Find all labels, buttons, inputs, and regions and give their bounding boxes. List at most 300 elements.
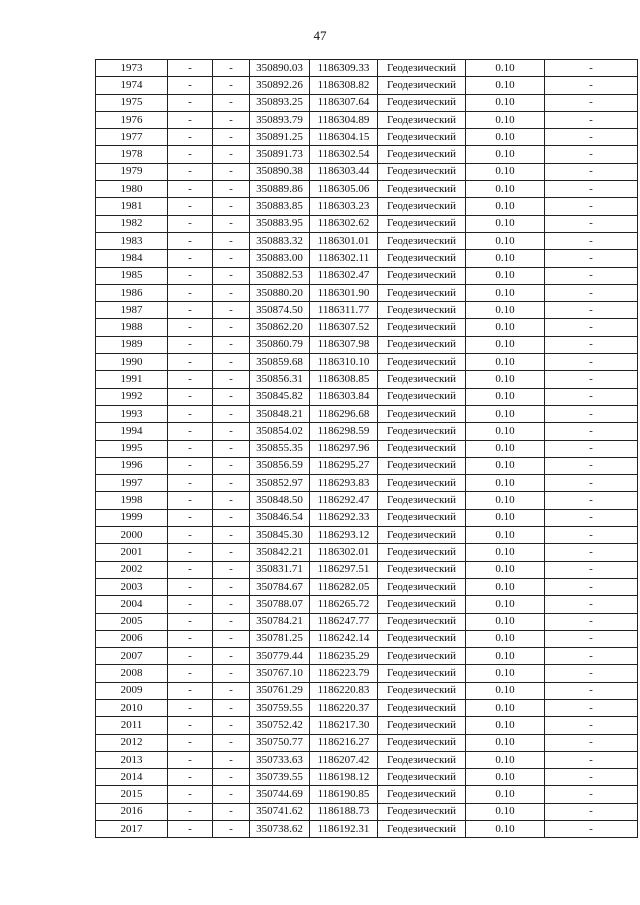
method-cell: Геодезический [378,665,466,682]
precision-cell: 0.10 [466,111,545,128]
point-number-cell: 2006 [96,630,168,647]
dash-cell: - [213,198,250,215]
y-coordinate-cell: 1186297.51 [310,561,378,578]
x-coordinate-cell: 350845.30 [250,527,310,544]
x-coordinate-cell: 350854.02 [250,423,310,440]
description-cell: - [545,94,638,111]
point-number-cell: 1980 [96,181,168,198]
description-cell: - [545,699,638,716]
description-cell: - [545,129,638,146]
dash-cell: - [168,388,213,405]
dash-cell: - [213,215,250,232]
y-coordinate-cell: 1186308.85 [310,371,378,388]
method-cell: Геодезический [378,284,466,301]
method-cell: Геодезический [378,630,466,647]
x-coordinate-cell: 350788.07 [250,596,310,613]
y-coordinate-cell: 1186304.89 [310,111,378,128]
description-cell: - [545,302,638,319]
x-coordinate-cell: 350891.25 [250,129,310,146]
point-number-cell: 2013 [96,751,168,768]
dash-cell: - [168,786,213,803]
x-coordinate-cell: 350784.21 [250,613,310,630]
x-coordinate-cell: 350759.55 [250,699,310,716]
method-cell: Геодезический [378,60,466,77]
description-cell: - [545,544,638,561]
description-cell: - [545,803,638,820]
table-row [96,734,638,751]
dash-cell: - [213,717,250,734]
table-row [96,77,638,94]
y-coordinate-cell: 1186304.15 [310,129,378,146]
dash-cell: - [213,769,250,786]
description-cell: - [545,527,638,544]
point-number-cell: 1996 [96,457,168,474]
precision-cell: 0.10 [466,578,545,595]
table-row [96,129,638,146]
table-row [96,578,638,595]
y-coordinate-cell: 1186247.77 [310,613,378,630]
x-coordinate-cell: 350883.85 [250,198,310,215]
point-number-cell: 1976 [96,111,168,128]
dash-cell: - [213,319,250,336]
table-row [96,561,638,578]
description-cell: - [545,578,638,595]
dash-cell: - [213,751,250,768]
table-row [96,648,638,665]
dash-cell: - [213,492,250,509]
point-number-cell: 2002 [96,561,168,578]
precision-cell: 0.10 [466,250,545,267]
table-row [96,492,638,509]
page-number: 47 [313,28,327,43]
table-row [96,665,638,682]
dash-cell: - [213,94,250,111]
y-coordinate-cell: 1186292.47 [310,492,378,509]
table-row [96,699,638,716]
method-cell: Геодезический [378,371,466,388]
dash-cell: - [213,336,250,353]
precision-cell: 0.10 [466,613,545,630]
dash-cell: - [168,302,213,319]
dash-cell: - [168,527,213,544]
description-cell: - [545,751,638,768]
precision-cell: 0.10 [466,181,545,198]
precision-cell: 0.10 [466,803,545,820]
point-number-cell: 1995 [96,440,168,457]
y-coordinate-cell: 1186188.73 [310,803,378,820]
dash-cell: - [213,561,250,578]
x-coordinate-cell: 350856.31 [250,371,310,388]
dash-cell: - [213,613,250,630]
dash-cell: - [213,440,250,457]
dash-cell: - [168,769,213,786]
method-cell: Геодезический [378,111,466,128]
point-number-cell: 1984 [96,250,168,267]
point-number-cell: 1989 [96,336,168,353]
point-number-cell: 1998 [96,492,168,509]
precision-cell: 0.10 [466,60,545,77]
precision-cell: 0.10 [466,129,545,146]
method-cell: Геодезический [378,648,466,665]
description-cell: - [545,596,638,613]
method-cell: Геодезический [378,769,466,786]
method-cell: Геодезический [378,77,466,94]
y-coordinate-cell: 1186309.33 [310,60,378,77]
point-number-cell: 1977 [96,129,168,146]
method-cell: Геодезический [378,509,466,526]
dash-cell: - [213,181,250,198]
y-coordinate-cell: 1186310.10 [310,354,378,371]
x-coordinate-cell: 350761.29 [250,682,310,699]
y-coordinate-cell: 1186307.64 [310,94,378,111]
x-coordinate-cell: 350892.26 [250,77,310,94]
precision-cell: 0.10 [466,198,545,215]
precision-cell: 0.10 [466,232,545,249]
table-row [96,457,638,474]
y-coordinate-cell: 1186216.27 [310,734,378,751]
dash-cell: - [213,146,250,163]
x-coordinate-cell: 350883.32 [250,232,310,249]
method-cell: Геодезический [378,423,466,440]
dash-cell: - [213,284,250,301]
precision-cell: 0.10 [466,769,545,786]
dash-cell: - [168,371,213,388]
point-number-cell: 2015 [96,786,168,803]
precision-cell: 0.10 [466,94,545,111]
description-cell: - [545,250,638,267]
y-coordinate-cell: 1186303.84 [310,388,378,405]
method-cell: Геодезический [378,163,466,180]
method-cell: Геодезический [378,682,466,699]
precision-cell: 0.10 [466,440,545,457]
dash-cell: - [213,354,250,371]
method-cell: Геодезический [378,492,466,509]
method-cell: Геодезический [378,215,466,232]
point-number-cell: 2011 [96,717,168,734]
y-coordinate-cell: 1186305.06 [310,181,378,198]
y-coordinate-cell: 1186293.12 [310,527,378,544]
precision-cell: 0.10 [466,319,545,336]
point-number-cell: 1987 [96,302,168,319]
dash-cell: - [168,734,213,751]
description-cell: - [545,665,638,682]
dash-cell: - [213,630,250,647]
point-number-cell: 1981 [96,198,168,215]
x-coordinate-cell: 350848.50 [250,492,310,509]
precision-cell: 0.10 [466,423,545,440]
x-coordinate-cell: 350744.69 [250,786,310,803]
table-row [96,509,638,526]
precision-cell: 0.10 [466,699,545,716]
dash-cell: - [213,77,250,94]
precision-cell: 0.10 [466,77,545,94]
method-cell: Геодезический [378,803,466,820]
y-coordinate-cell: 1186220.37 [310,699,378,716]
dash-cell: - [168,215,213,232]
point-number-cell: 2008 [96,665,168,682]
x-coordinate-cell: 350860.79 [250,336,310,353]
precision-cell: 0.10 [466,302,545,319]
x-coordinate-cell: 350738.62 [250,821,310,838]
precision-cell: 0.10 [466,388,545,405]
dash-cell: - [213,734,250,751]
y-coordinate-cell: 1186297.96 [310,440,378,457]
dash-cell: - [168,250,213,267]
table-row [96,284,638,301]
x-coordinate-cell: 350889.86 [250,181,310,198]
method-cell: Геодезический [378,457,466,474]
y-coordinate-cell: 1186311.77 [310,302,378,319]
table-row [96,405,638,422]
precision-cell: 0.10 [466,284,545,301]
dash-cell: - [168,630,213,647]
method-cell: Геодезический [378,786,466,803]
y-coordinate-cell: 1186308.82 [310,77,378,94]
dash-cell: - [168,336,213,353]
dash-cell: - [168,77,213,94]
description-cell: - [545,423,638,440]
dash-cell: - [168,198,213,215]
description-cell: - [545,146,638,163]
table-row [96,111,638,128]
method-cell: Геодезический [378,336,466,353]
y-coordinate-cell: 1186292.33 [310,509,378,526]
x-coordinate-cell: 350848.21 [250,405,310,422]
table-row [96,198,638,215]
precision-cell: 0.10 [466,717,545,734]
description-cell: - [545,821,638,838]
point-number-cell: 1988 [96,319,168,336]
table-row [96,630,638,647]
point-number-cell: 1978 [96,146,168,163]
method-cell: Геодезический [378,319,466,336]
description-cell: - [545,457,638,474]
description-cell: - [545,630,638,647]
precision-cell: 0.10 [466,215,545,232]
y-coordinate-cell: 1186307.98 [310,336,378,353]
dash-cell: - [213,457,250,474]
description-cell: - [545,475,638,492]
point-number-cell: 1993 [96,405,168,422]
precision-cell: 0.10 [466,544,545,561]
point-number-cell: 2016 [96,803,168,820]
dash-cell: - [168,94,213,111]
precision-cell: 0.10 [466,596,545,613]
table-row [96,267,638,284]
dash-cell: - [168,423,213,440]
description-cell: - [545,492,638,509]
x-coordinate-cell: 350882.53 [250,267,310,284]
precision-cell: 0.10 [466,267,545,284]
dash-cell: - [168,267,213,284]
dash-cell: - [213,544,250,561]
y-coordinate-cell: 1186302.54 [310,146,378,163]
table-row [96,596,638,613]
x-coordinate-cell: 350890.03 [250,60,310,77]
y-coordinate-cell: 1186235.29 [310,648,378,665]
precision-cell: 0.10 [466,630,545,647]
x-coordinate-cell: 350874.50 [250,302,310,319]
y-coordinate-cell: 1186303.44 [310,163,378,180]
dash-cell: - [168,821,213,838]
description-cell: - [545,181,638,198]
description-cell: - [545,284,638,301]
dash-cell: - [213,163,250,180]
x-coordinate-cell: 350733.63 [250,751,310,768]
point-number-cell: 1999 [96,509,168,526]
point-number-cell: 2000 [96,527,168,544]
description-cell: - [545,354,638,371]
dash-cell: - [168,648,213,665]
description-cell: - [545,336,638,353]
table-row [96,354,638,371]
y-coordinate-cell: 1186298.59 [310,423,378,440]
table-row [96,475,638,492]
x-coordinate-cell: 350891.73 [250,146,310,163]
dash-cell: - [168,561,213,578]
description-cell: - [545,786,638,803]
point-number-cell: 2007 [96,648,168,665]
x-coordinate-cell: 350739.55 [250,769,310,786]
method-cell: Геодезический [378,302,466,319]
x-coordinate-cell: 350831.71 [250,561,310,578]
dash-cell: - [168,544,213,561]
method-cell: Геодезический [378,129,466,146]
table-row [96,146,638,163]
y-coordinate-cell: 1186242.14 [310,630,378,647]
dash-cell: - [213,250,250,267]
method-cell: Геодезический [378,250,466,267]
method-cell: Геодезический [378,475,466,492]
dash-cell: - [213,302,250,319]
description-cell: - [545,769,638,786]
dash-cell: - [168,405,213,422]
precision-cell: 0.10 [466,371,545,388]
precision-cell: 0.10 [466,492,545,509]
x-coordinate-cell: 350890.38 [250,163,310,180]
dash-cell: - [168,682,213,699]
description-cell: - [545,111,638,128]
dash-cell: - [213,232,250,249]
dash-cell: - [168,440,213,457]
y-coordinate-cell: 1186296.68 [310,405,378,422]
x-coordinate-cell: 350862.20 [250,319,310,336]
x-coordinate-cell: 350752.42 [250,717,310,734]
x-coordinate-cell: 350845.82 [250,388,310,405]
precision-cell: 0.10 [466,665,545,682]
table-row [96,319,638,336]
point-number-cell: 2017 [96,821,168,838]
y-coordinate-cell: 1186302.11 [310,250,378,267]
dash-cell: - [213,388,250,405]
description-cell: - [545,682,638,699]
precision-cell: 0.10 [466,561,545,578]
dash-cell: - [213,60,250,77]
x-coordinate-cell: 350767.10 [250,665,310,682]
description-cell: - [545,215,638,232]
dash-cell: - [168,111,213,128]
dash-cell: - [213,423,250,440]
table-row [96,682,638,699]
point-number-cell: 1985 [96,267,168,284]
method-cell: Геодезический [378,717,466,734]
table-row [96,440,638,457]
point-number-cell: 2005 [96,613,168,630]
description-cell: - [545,388,638,405]
precision-cell: 0.10 [466,786,545,803]
method-cell: Геодезический [378,354,466,371]
description-cell: - [545,734,638,751]
precision-cell: 0.10 [466,648,545,665]
x-coordinate-cell: 350784.67 [250,578,310,595]
y-coordinate-cell: 1186207.42 [310,751,378,768]
point-number-cell: 1992 [96,388,168,405]
table-row [96,544,638,561]
description-cell: - [545,371,638,388]
x-coordinate-cell: 350852.97 [250,475,310,492]
table-row [96,527,638,544]
x-coordinate-cell: 350880.20 [250,284,310,301]
dash-cell: - [213,129,250,146]
dash-cell: - [213,786,250,803]
dash-cell: - [213,475,250,492]
table-row [96,613,638,630]
dash-cell: - [168,457,213,474]
point-number-cell: 2010 [96,699,168,716]
x-coordinate-cell: 350779.44 [250,648,310,665]
x-coordinate-cell: 350893.25 [250,94,310,111]
dash-cell: - [168,475,213,492]
x-coordinate-cell: 350856.59 [250,457,310,474]
dash-cell: - [213,821,250,838]
dash-cell: - [213,803,250,820]
dash-cell: - [168,146,213,163]
dash-cell: - [213,682,250,699]
precision-cell: 0.10 [466,682,545,699]
table-row [96,786,638,803]
method-cell: Геодезический [378,734,466,751]
y-coordinate-cell: 1186282.05 [310,578,378,595]
method-cell: Геодезический [378,232,466,249]
description-cell: - [545,561,638,578]
method-cell: Геодезический [378,94,466,111]
table-row [96,821,638,838]
precision-cell: 0.10 [466,509,545,526]
table-row [96,423,638,440]
point-number-cell: 1973 [96,60,168,77]
precision-cell: 0.10 [466,354,545,371]
y-coordinate-cell: 1186301.90 [310,284,378,301]
coordinates-table-body [96,60,638,838]
description-cell: - [545,232,638,249]
point-number-cell: 2004 [96,596,168,613]
description-cell: - [545,613,638,630]
dash-cell: - [168,319,213,336]
description-cell: - [545,319,638,336]
dash-cell: - [168,613,213,630]
precision-cell: 0.10 [466,146,545,163]
method-cell: Геодезический [378,527,466,544]
y-coordinate-cell: 1186302.01 [310,544,378,561]
method-cell: Геодезический [378,388,466,405]
dash-cell: - [168,596,213,613]
precision-cell: 0.10 [466,336,545,353]
method-cell: Геодезический [378,181,466,198]
x-coordinate-cell: 350781.25 [250,630,310,647]
dash-cell: - [168,803,213,820]
table-row [96,94,638,111]
x-coordinate-cell: 350883.95 [250,215,310,232]
